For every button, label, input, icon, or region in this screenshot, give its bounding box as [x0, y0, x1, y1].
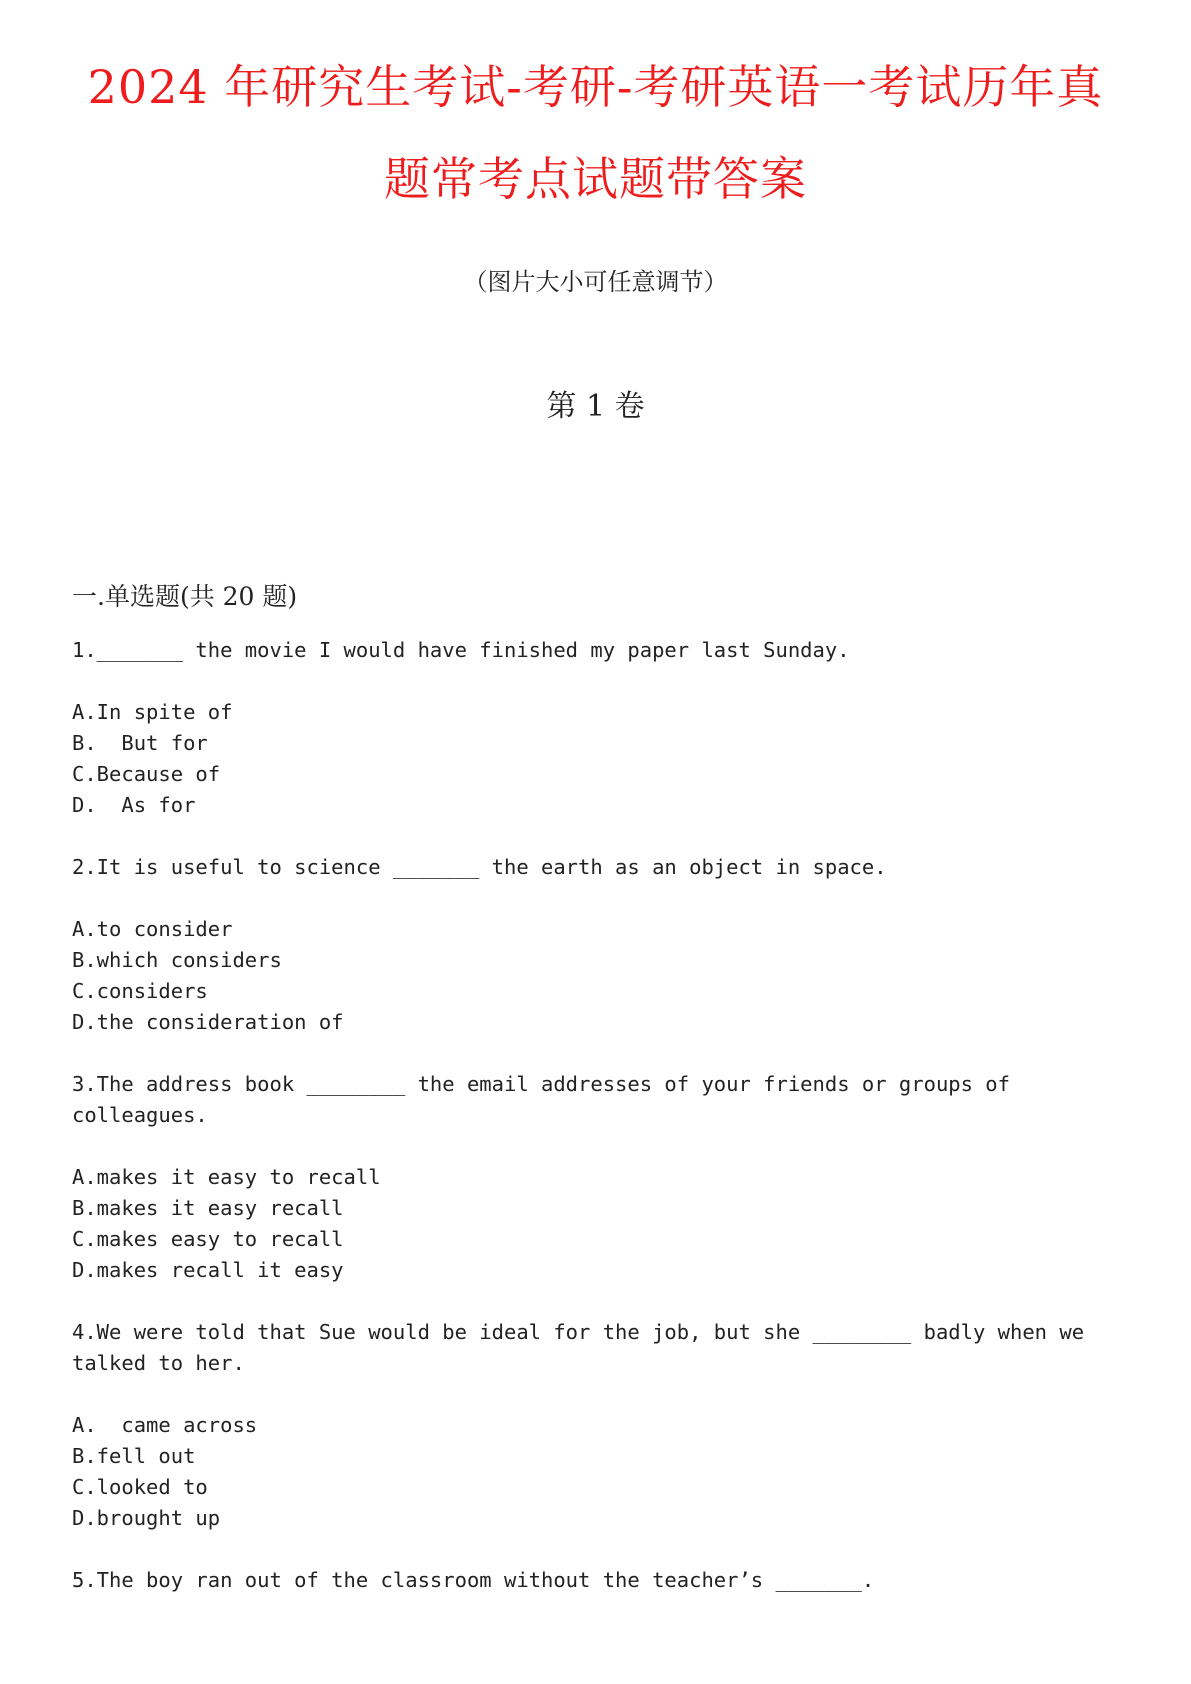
option-c: C.Because of	[72, 762, 221, 786]
question-2	[72, 852, 1132, 1069]
volume-heading: 第 1 卷	[546, 389, 645, 424]
question-text: 5.The boy ran out of the classroom without the teacher’s _______.	[72, 1568, 875, 1592]
option-b: B. But for	[72, 731, 208, 755]
option-a: A. came across	[72, 1413, 258, 1437]
option-c: C.looked to	[72, 1475, 208, 1499]
option-a: A.to consider	[72, 917, 233, 941]
option-d: D.brought up	[72, 1506, 221, 1530]
question-4	[72, 1317, 1132, 1565]
option-b: B.fell out	[72, 1444, 196, 1468]
question-text: 4.We were told that Sue would be ideal for the job, but she ________ badly when we talked to her.	[72, 1320, 1097, 1375]
document-title-line-2: 题常考点试题带答案	[384, 152, 807, 206]
option-list	[72, 697, 1132, 821]
option-list	[72, 1410, 1132, 1534]
question-3	[72, 1069, 1132, 1317]
option-list	[72, 914, 1132, 1038]
option-a: A.In spite of	[72, 700, 233, 724]
question-5	[72, 1565, 1132, 1596]
section-heading: 一.单选题(共 20 题)	[72, 582, 298, 611]
option-a: A.makes it easy to recall	[72, 1165, 381, 1189]
question-1	[72, 635, 1132, 852]
option-b: B.which considers	[72, 948, 282, 972]
question-list	[72, 635, 1132, 1596]
image-size-note: （图片大小可任意调节）	[463, 268, 728, 296]
option-c: C.considers	[72, 979, 208, 1003]
option-list	[72, 1162, 1132, 1286]
document-title-line-1: 2024 年研究生考试-考研-考研英语一考试历年真	[87, 60, 1104, 114]
option-d: D.the consideration of	[72, 1010, 344, 1034]
option-d: D. As for	[72, 793, 196, 817]
question-text: 1._______ the movie I would have finished my paper last Sunday.	[72, 638, 850, 662]
option-b: B.makes it easy recall	[72, 1196, 344, 1220]
question-text: 2.It is useful to science _______ the earth as an object in space.	[72, 855, 887, 879]
option-d: D.makes recall it easy	[72, 1258, 344, 1282]
question-text: 3.The address book ________ the email addresses of your friends or groups of colleagues.	[72, 1072, 1023, 1127]
option-c: C.makes easy to recall	[72, 1227, 344, 1251]
